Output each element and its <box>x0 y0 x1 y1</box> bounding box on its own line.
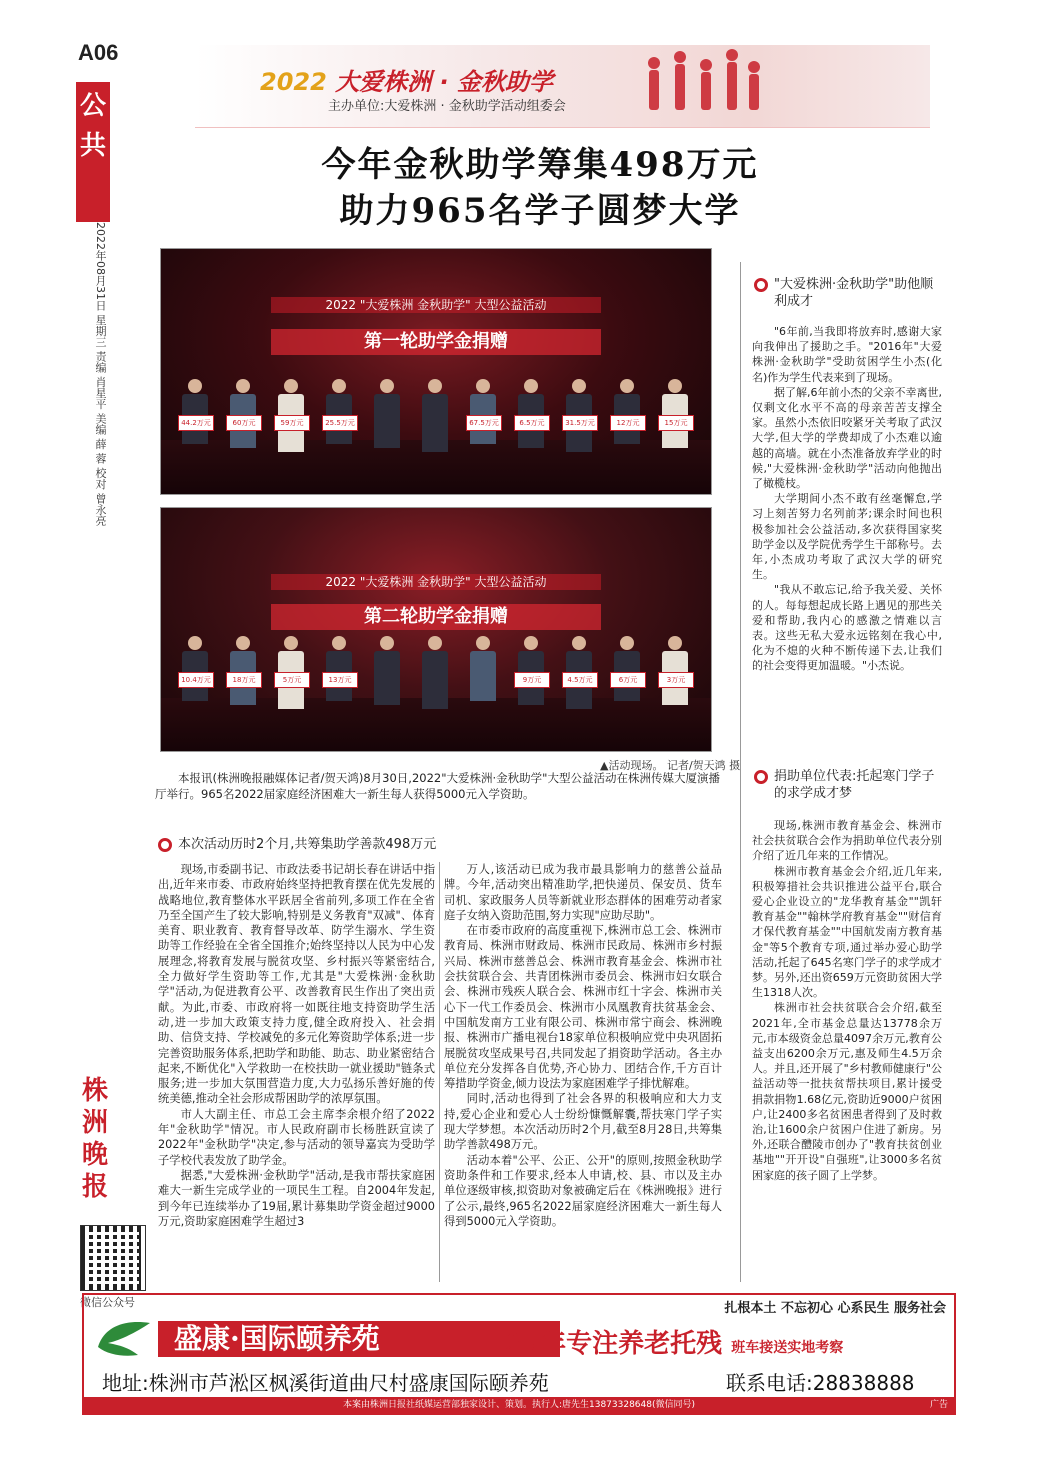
donation-board: 12万元 <box>610 415 646 431</box>
donation-board: 44.2万元 <box>178 415 214 431</box>
paragraph: 株洲市教育基金会介绍,近几年来,积极筹措社会共识推进公益平台,联合爱心企业设立的"龙华教育基金""凯轩教育基金""翰林学府教育基金""财信育才保代教育基金""中国航发南方教育基金"等5个教育专项,通过举办爱心助学活动,托起了645名寒门学子的求学成才梦。另外,还出资659万元资助贫困大学生1318人次。 <box>752 864 942 1000</box>
bullet-ring-icon <box>754 770 768 784</box>
stage-person <box>181 636 209 701</box>
stage-person <box>469 379 497 444</box>
paragraph: 在市委市政府的高度重视下,株洲市总工会、株洲市教育局、株洲市财政局、株洲市民政局、株洲市乡村振兴局、株洲市慈善总会、株洲市教育基金会、株洲市社会扶贫联合会、共青团株洲市委员会、株洲市妇女联合会、株洲市残疾人联合会、株洲市红十字会、株洲市关心下一代工作委员会、株洲市小凤凰教育扶贫基金会、中国航发南方工业有限公司、株洲市常宁商会、株洲晚报、株洲市广播电视台18家单位积极响应党中央巩固拓展脱贫攻坚成果号召,共同发起了捐资助学活动。各主办单位充分发挥各自优势,齐心协力、团结合作,千方百计筹措助学资金,倾力设法为家庭困难学子排忧解难。 <box>444 924 722 1091</box>
donation-board: 6.5万元 <box>514 415 550 431</box>
headline-line2: 助力965名学子圆梦大学 <box>339 191 741 231</box>
donation-board: 3万元 <box>658 672 694 688</box>
donation-board: 31.5万元 <box>562 415 598 431</box>
stage-person <box>229 379 257 448</box>
donation-board: 10.4万元 <box>178 672 214 688</box>
stage-person <box>373 636 401 705</box>
bullet-ring-icon <box>158 838 172 852</box>
banner-title <box>260 62 553 97</box>
paragraph: 现场,株洲市教育基金会、株洲市社会扶贫联合会作为捐助单位代表分别介绍了近几年来的工作情况。 <box>752 819 942 863</box>
donation-board: 5万元 <box>274 672 310 688</box>
donation-board: 59万元 <box>274 415 310 431</box>
paragraph: 大学期间小杰不敢有丝毫懈怠,学习上刻苦努力名列前茅;课余时间也积极参加社会公益活动,多次获得国家奖助学金以及学院优秀学生干部称号。去年,小杰成功考取了武汉大学的研究生。 <box>752 492 942 582</box>
article-column-2 <box>444 862 722 1229</box>
donation-board: 6万元 <box>610 672 646 688</box>
stage-person <box>181 379 209 444</box>
paragraph: 据悉,"大爱株洲·金秋助学"活动,是我市帮扶家庭困难大一新生完成学业的一项民生工程。自2004年发起,到今年已连续举办了19届,累计募集助学资金超过9000万元,资助家庭困难学生超过3 <box>158 1168 435 1228</box>
stage-person <box>469 636 497 701</box>
ad-footer <box>84 1397 954 1413</box>
banner-year: 2022 <box>260 68 327 96</box>
right2-subhead <box>754 768 944 802</box>
bullet-ring-icon <box>754 278 768 292</box>
donation-board: 60万元 <box>226 415 262 431</box>
advertisement[interactable] <box>82 1293 956 1415</box>
banner-subtitle: 主办单位:大爱株洲 · 金秋助学活动组委会 <box>328 99 566 114</box>
stage-person <box>517 636 545 705</box>
right-column-divider <box>740 262 741 1282</box>
stage-person <box>373 379 401 448</box>
ad-years-text: 29年专注养老托残 <box>504 1329 723 1359</box>
ad-footer-text: 本案由株洲日报社纸媒运营部独家设计、策划。执行人:唐先生13873328648(微信同号) <box>342 1400 696 1410</box>
section-label: 公共 <box>76 82 110 222</box>
donation-board: 13万元 <box>322 672 358 688</box>
paragraph: 同时,活动也得到了社会各界的积极响应和大力支持,爱心企业和爱心人士纷纷慷慨解囊,帮扶寒门学子实现大学梦想。本次活动历时2个月,截至8月28日,共筹集助学善款498万元。 <box>444 1092 722 1152</box>
page-number: A06 <box>78 40 119 65</box>
ad-phone[interactable]: 联系电话:28838888 <box>726 1371 915 1395</box>
paragraph: "我从不敢忘记,给予我关爱、关怀的人。每每想起成长路上遇见的那些关爱和帮助,我内心的感激之情难以言表。这些无私大爱永远铭刻在我心中,化为不熄的火种不断传递下去,让我们的社会变得更加温暖。"小杰说。 <box>752 583 942 673</box>
celebrating-figures-graphic <box>640 45 765 125</box>
article-column-1 <box>158 862 435 1229</box>
photo-round2 <box>160 507 712 752</box>
right1-body <box>752 324 942 674</box>
qr-label: 微信公众号 <box>80 1296 135 1309</box>
ad-brand: 盛康·国际颐养苑 <box>158 1321 560 1357</box>
headline <box>140 142 940 234</box>
donation-board: 67.5万元 <box>466 415 502 431</box>
photo1-banner-top: 2022 "大爱株洲 金秋助学" 大型公益活动 <box>271 297 601 313</box>
paragraph: "6年前,当我即将放弃时,感谢大家向我伸出了援助之手。"2016年"大爱株洲·金秋助学"受助贫困学生小杰(化名)作为学生代表来到了现场。 <box>752 325 942 384</box>
stage-person <box>517 379 545 448</box>
photo2-banner-top: 2022 "大爱株洲 金秋助学" 大型公益活动 <box>271 574 601 590</box>
stage-person <box>661 379 689 448</box>
right1-subhead-text: "大爱株洲·金秋助学"助他顺利成才 <box>774 277 934 309</box>
stage-person <box>613 379 641 444</box>
section1-subhead <box>158 836 436 853</box>
paragraph: 活动本着"公平、公正、公开"的原则,按照金秋助学资助条件和工作要求,经本人申请,校、县、市以及主办单位逐级审核,拟资助对象被确定后在《株洲晚报》进行了公示,最终,965名2022届家庭经济困难大一新生每人得到5000元入学资助。 <box>444 1153 722 1228</box>
photo-round1 <box>160 248 712 495</box>
right2-body <box>752 818 942 1183</box>
paragraph: 万人,该活动已成为我市最具影响力的慈善公益品牌。今年,活动突出精准助学,把快递员、保安员、货车司机、家政服务人员等新就业形态群体的困难劳动者家庭子女纳入资助范围,努力实现"应助尽助"。 <box>444 863 722 922</box>
paragraph: 株洲市社会扶贫联合会介绍,截至2021年,全市基金总量达13778余万元,市本级资金总量4097余万元,教育公益支出6200余万元,惠及师生4.5万余人。并且,还开展了"乡村教师健康行"公益活动等一批扶贫帮扶项目,累计援受捐款捐物1.68亿元,资助近9000户贫困户,让2400多名贫困患者得到了及时救治,让1600余户贫困户住进了新房。另外,还联合醴陵市创办了"教育扶贫创业基地""开开设"自强班",让3000多名贫困家庭的孩子圆了上学梦。 <box>752 1001 942 1182</box>
paragraph: 市人大副主任、市总工会主席李余根介绍了2022年"金秋助学"情况。市人民政府副市长杨胜跃宣读了2022年"金秋助学"决定,参与活动的领导嘉宾为受助学子学校代表发放了助学金。 <box>158 1107 435 1167</box>
ad-years-small: 班车接送实地考察 <box>731 1340 844 1356</box>
stage-person <box>661 636 689 705</box>
stage-person <box>421 636 449 709</box>
paragraph: 现场,市委副书记、市政法委书记胡长春在讲话中指出,近年来市委、市政府始终坚持把教育摆在优先发展的战略地位,教育整体水平跃居全省前列,多项工作在全省乃至全国产生了较大影响,特别是义务教育"双减"、体育美育、职业教育、教育督导改革、防学生溺水、学生资助等工作经验在全省全国推介;始终坚持以人民为中心发展理念,将教育发展与脱贫攻坚、乡村振兴等紧密结合,全力做好学生资助等工作,尤其是"大爱株洲·金秋助学"活动,为促进教育公平、改善教育民生作出了突出贡献。为此,市委、市政府将一如既往地支持资助学生活动,进一步加大政策支持力度,健全政府投入、社会捐助、信贷支持、学校减免的多元化筹资助学体系;进一步完善资助服务体系,把助学和助能、助志、助业紧密结合起来,不断优化"入学救助一在校扶助一就业援助"链条式服务;进一步加大氛围营造力度,大力弘扬乐善好施的传统美德,推动全社会形成帮困助学的浓厚氛围。 <box>158 863 435 1106</box>
column-divider <box>439 862 440 1282</box>
right2-subhead-text: 捐助单位代表:托起寒门学子的求学成才梦 <box>774 769 935 801</box>
ad-slogan: 扎根本土 不忘初心 心系民生 服务社会 <box>724 1301 946 1316</box>
stage-person <box>421 379 449 452</box>
photo-caption: ▲活动现场。 记者/贺天鸿 摄 <box>600 759 741 772</box>
section1-subhead-text: 本次活动历时2个月,共筹集助学善款498万元 <box>178 837 437 852</box>
ad-address: 地址:株洲市芦淞区枫溪街道曲尺村盛康国际颐养苑 <box>102 1371 549 1395</box>
donation-board: 15万元 <box>658 415 694 431</box>
paper-logo: 株洲晚报 <box>81 1076 108 1202</box>
photo1-banner-main: 第一轮助学金捐赠 <box>271 329 601 355</box>
date-line: 2022年08月31日 星期三 责编 肖星平 美编 薛 蓉 校对 曾永亮 <box>94 222 107 526</box>
donation-board: 25.5万元 <box>322 415 358 431</box>
stage-person <box>613 636 641 701</box>
donation-board: 9万元 <box>514 672 550 688</box>
ad-tag: 广告 <box>929 1400 948 1410</box>
stage-person <box>325 379 353 444</box>
photo2-banner-main: 第二轮助学金捐赠 <box>271 604 601 630</box>
article-lede: 本报讯(株洲晚报融媒体记者/贺天鸿)8月30日,2022"大爱株洲·金秋助学"大型公益活动在株洲传媒大厦演播厅举行。965名2022届家庭经济困难大一新生每人获得5000元入学资助。 <box>155 771 720 801</box>
right1-subhead <box>754 276 944 310</box>
stage-person <box>229 636 257 705</box>
leaf-logo-icon <box>94 1317 154 1361</box>
headline-line1: 今年金秋助学筹集498万元 <box>321 145 759 185</box>
donation-board: 18万元 <box>226 672 262 688</box>
qr-code[interactable] <box>80 1225 146 1291</box>
stage-person <box>325 636 353 701</box>
donation-board: 4.5万元 <box>562 672 598 688</box>
paragraph: 据了解,6年前小杰的父亲不幸离世,仅剩文化水平不高的母亲苦苦支撑全家。虽然小杰依旧咬紧牙关考取了武汉大学,但大学的学费却成了小杰难以逾越的高墙。就在小杰准备放弃学业的时候,"大爱株洲·金秋助学"活动向他抛出了橄榄枝。 <box>752 385 942 491</box>
banner-title-text: 大爱株洲 · 金秋助学 <box>335 68 553 96</box>
ad-years <box>504 1323 843 1360</box>
